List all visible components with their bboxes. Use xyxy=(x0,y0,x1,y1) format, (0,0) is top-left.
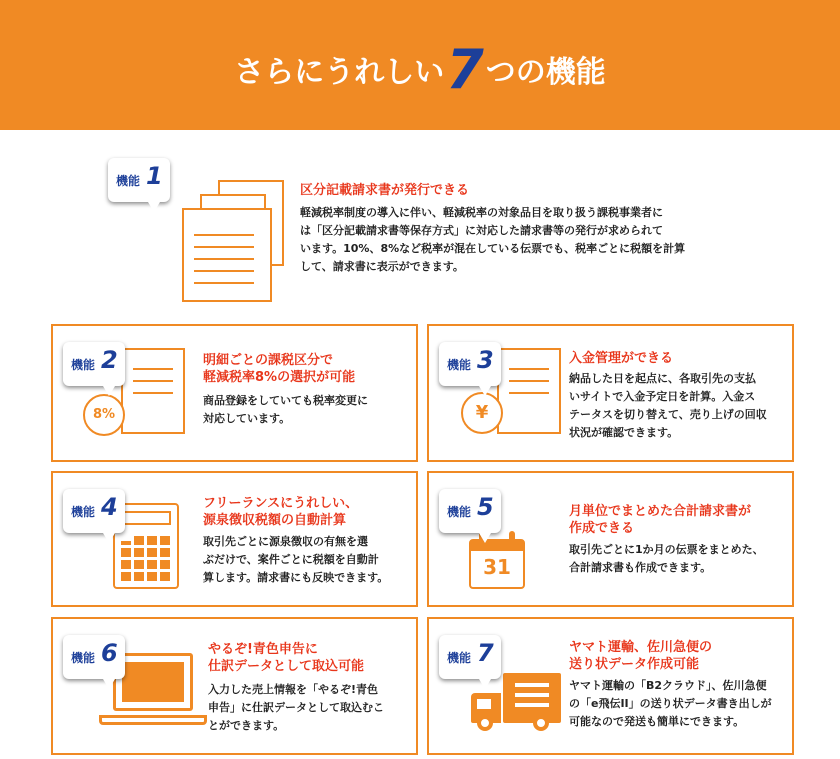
feature-description: 取引先ごとに1か月の伝票をまとめた、 合計請求書も作成できます。 xyxy=(569,543,764,574)
badge-number: 1 xyxy=(146,162,163,190)
feature-description: 納品した日を起点に、各取引先の支払 いサイトで入金予定日を計算。入金ス テータスを切り替えて、売り上げの回収 状況が確認できます。 xyxy=(569,372,767,439)
feature-description: 商品登録をしていても税率変更に 対応しています。 xyxy=(203,394,368,425)
badge-label: 機能 xyxy=(71,651,96,665)
feature-description: ヤマト運輸の「B2クラウド」、佐川急便 の「e飛伝II」の送り状データ書き出しが 可能なので発送も簡単にできます。 xyxy=(569,679,772,728)
title-text-pre: さらにうれしい xyxy=(234,55,445,90)
badge-label: 機能 xyxy=(71,358,96,372)
badge-label: 機能 xyxy=(447,505,472,519)
feature-title: 入金管理ができる xyxy=(569,351,674,366)
feature-7 xyxy=(427,617,794,755)
feature-badge xyxy=(63,342,125,386)
feature-description: 入力した売上情報を「やるぞ!青色 申告」に仕訳データとして取込むこ とができます。 xyxy=(208,683,384,732)
header-banner xyxy=(0,0,840,130)
badge-label: 機能 xyxy=(447,651,472,665)
badge-number: 5 xyxy=(477,493,494,521)
badge-label: 機能 xyxy=(447,358,472,372)
feature-title: ヤマト運輸、佐川急便の 送り状データ作成可能 xyxy=(569,640,713,672)
title-text-post: つの機能 xyxy=(485,55,606,90)
feature-badge xyxy=(439,342,501,386)
feature-badge xyxy=(439,489,501,533)
badge-label: 機能 xyxy=(116,174,141,188)
page-title xyxy=(0,38,840,101)
title-number: 7 xyxy=(446,38,484,101)
badge-number: 3 xyxy=(477,346,494,374)
badge-number: 6 xyxy=(101,639,118,667)
feature-badge xyxy=(108,158,170,202)
feature-title: 明細ごとの課税区分で 軽減税率8%の選択が可能 xyxy=(203,353,356,385)
feature-6 xyxy=(51,617,418,755)
badge-number: 7 xyxy=(477,639,494,667)
feature-description: 取引先ごとに源泉徴収の有無を選 ぶだけで、案件ごとに税額を自動計 算します。請求書にも反映できます。 xyxy=(203,535,389,584)
feature-3: 機能 3 ¥ 入金管理ができる 納品した日を起点に、各取引先の支払 いサイトで入金予定日を計算。入金ス テータスを切り替えて、売り上げの回収 状況が確認できます。 xyxy=(427,324,794,462)
feature-description: 軽減税率制度の導入に伴い、軽減税率の対象品目を取り扱う課税事業者に は「区分記載請求書等保存方式」に対応した請求書等の発行が求められて います。10%、8%など税率が混在している伝票でも、税率ごとに税額を計算 して、請求書に表示ができます。 xyxy=(300,206,686,273)
badge-number: 4 xyxy=(101,493,118,521)
feature-2: 機能 2 8% 明細ごとの課税区分で 軽減税率8%の選択が可能 商品登録をしていても税率変更に 対応しています。 xyxy=(51,324,418,462)
calendar-icon: 31 xyxy=(469,539,525,589)
feature-badge xyxy=(63,489,125,533)
feature-title: やるぞ!青色申告に 仕訳データとして取込可能 xyxy=(208,642,365,674)
feature-title: 月単位でまとめた合計請求書が 作成できる xyxy=(569,504,752,536)
feature-badge xyxy=(63,635,125,679)
feature-4 xyxy=(51,471,418,607)
feature-title: 区分記載請求書が発行できる xyxy=(300,183,470,198)
feature-title: フリーランスにうれしい、 源泉徴収税額の自動計算 xyxy=(203,496,359,528)
feature-5 xyxy=(427,471,794,607)
feature-badge xyxy=(439,635,501,679)
badge-label: 機能 xyxy=(71,505,96,519)
badge-number: 2 xyxy=(101,346,118,374)
